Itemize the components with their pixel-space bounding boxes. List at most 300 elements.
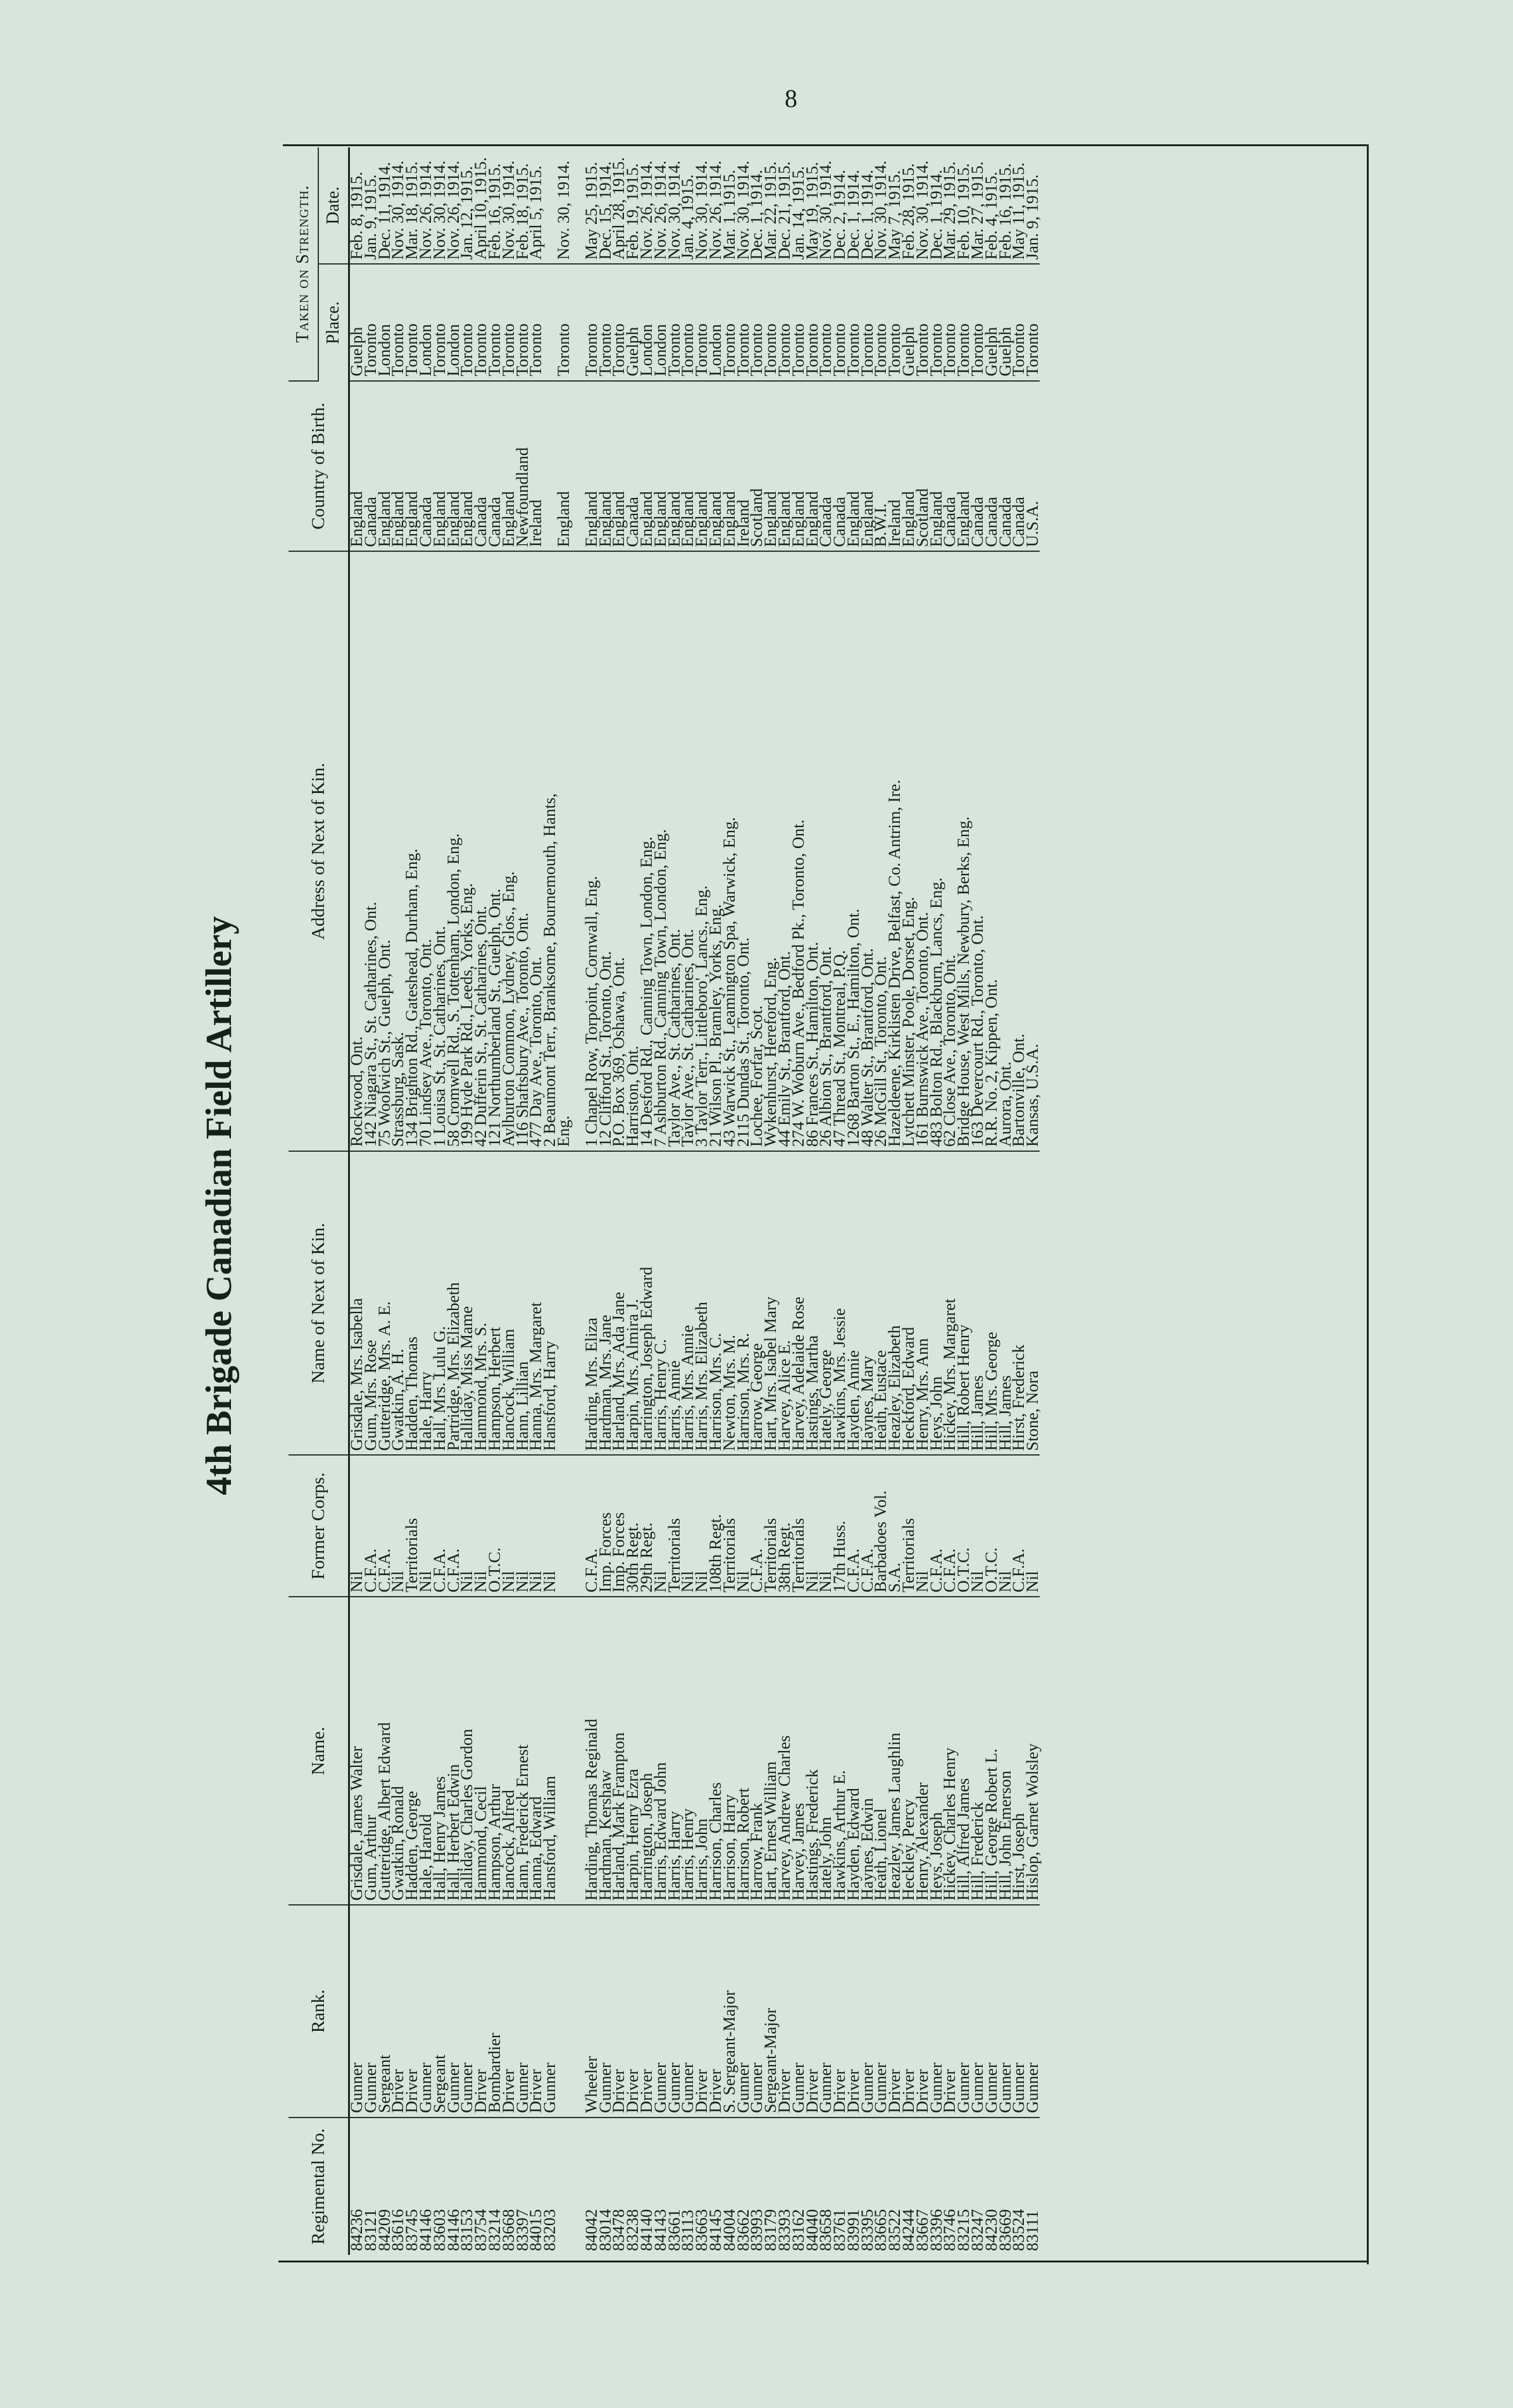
cell-rank: Driver: [847, 1905, 861, 2118]
cell-kin-name: Heys, John: [930, 1151, 943, 1455]
cell-kin-address: 12 Clifford St., Toronto, Ont.: [599, 551, 613, 1151]
cell-name: Hislop, Garnet Wolsley: [1026, 1597, 1040, 1905]
cell-rank: Gunner: [792, 1905, 806, 2118]
table-row: [640, 147, 654, 2255]
cell-place: Toronto: [474, 264, 488, 380]
cell-country: Canada: [819, 381, 833, 552]
cell-rank: Driver: [612, 1905, 626, 2118]
cell-kin-name: Harrison, Mrs. C.: [709, 1151, 723, 1455]
header-kin-address: Address of Next of Kin.: [289, 551, 349, 1151]
cell-kin-name: Haynes, Mary: [861, 1151, 875, 1455]
cell-former-corps: C.F.A.: [1012, 1455, 1026, 1597]
cell-date: Jan. 9, 1915.: [1026, 147, 1040, 264]
cell-place: Toronto: [364, 264, 378, 380]
cell-kin-name: Hayden, Annie: [847, 1151, 861, 1455]
cell-former-corps: Imp. Forces: [612, 1455, 626, 1597]
cell-rank: Gunner: [668, 1905, 682, 2118]
cell-country: England: [599, 381, 613, 552]
cell-kin-name: Hanna, Mrs. Margaret: [529, 1151, 543, 1455]
cell-regimental-no: 83121: [360, 2209, 380, 2251]
cell-date: Nov. 30, 1914.: [557, 147, 571, 264]
cell-place: Toronto: [833, 264, 847, 380]
cell-name: Hann, Frederick Ernest: [516, 1597, 530, 1905]
cell-former-corps: Imp. Forces: [599, 1455, 613, 1597]
cell-place: Toronto: [847, 264, 861, 380]
cell-date: Dec. 15, 1914.: [599, 147, 613, 264]
cell-country: Canada: [999, 381, 1012, 552]
cell-kin-name: Harris, Henry C.: [654, 1151, 668, 1455]
cell-kin-address: 274 W. Woburn Ave., Bedford Pk., Toronto, Ont.: [792, 551, 806, 1151]
cell-country: Scotland: [750, 381, 764, 552]
cell-kin-name: Harding, Mrs. Eliza: [585, 1151, 599, 1455]
cell-place: Guelph: [626, 264, 640, 380]
cell-regimental-no: 84145: [705, 2209, 725, 2251]
cell-kin-address: 163 Devercourt Rd., Toronto, Ont.: [971, 551, 985, 1151]
cell-name: Hart, Ernest William: [764, 1597, 778, 1905]
cell-kin-name: Hirst, Frederick: [1012, 1151, 1026, 1455]
cell-rank: Gunner: [985, 1905, 999, 2118]
cell-kin-name: Harrow, George: [750, 1151, 764, 1455]
cell-kin-name: Harris, Mrs. Annie: [681, 1151, 695, 1455]
cell-kin-name: Harland, Mrs. Ada Jane: [612, 1151, 626, 1455]
table-row: [1012, 147, 1026, 2255]
cell-place: Guelph: [349, 264, 364, 380]
cell-rank: Driver: [626, 1905, 640, 2118]
cell-place: Toronto: [819, 264, 833, 380]
cell-rank: Gunner: [861, 1905, 875, 2118]
cell-name: Harrow, Frank: [750, 1597, 764, 1905]
cell-place: London: [447, 264, 461, 380]
cell-date: Nov. 30, 1914.: [433, 147, 447, 264]
cell-name: Gwatkin, Ronald: [391, 1597, 405, 1905]
cell-regimental-no: 83665: [871, 2209, 890, 2251]
cell-date: Jan. 12, 1915.: [460, 147, 474, 264]
cell-name: Hill, John Emerson: [999, 1597, 1012, 1905]
cell-regimental-no: 84040: [802, 2209, 821, 2251]
cell-rank: Driver: [640, 1905, 654, 2118]
table-row: [874, 147, 888, 2255]
cell-former-corps: Territorials: [764, 1455, 778, 1597]
cell-kin-address: 2115 Dundas St., Toronto, Ont.: [737, 551, 750, 1151]
cell-kin-name: Henry, Mrs. Ann: [916, 1151, 930, 1455]
cell-regimental-no: 83616: [388, 2209, 408, 2251]
table-row: [750, 147, 764, 2255]
cell-country: B.W.I.: [874, 381, 888, 552]
table-row: [391, 147, 405, 2255]
table-row: [792, 147, 806, 2255]
table-row: [888, 147, 902, 2255]
cell-kin-name: Halliday, Miss Mame: [460, 1151, 474, 1455]
cell-name: Gutteridge, Albert Edward: [378, 1597, 392, 1905]
cell-regimental-no: 83524: [1009, 2209, 1028, 2251]
cell-kin-name: Harris, Mrs. Elizabeth: [695, 1151, 709, 1455]
cell-name: Hill, Frederick: [971, 1597, 985, 1905]
cell-rank: Driver: [778, 1905, 792, 2118]
cell-former-corps: O.T.C.: [957, 1455, 971, 1597]
cell-former-corps: 108th Regt.: [709, 1455, 723, 1597]
cell-place: London: [654, 264, 668, 380]
cell-kin-address: 121 Northumberland St., Guelph, Ont.: [488, 551, 502, 1151]
cell-name: Hirst, Joseph: [1012, 1597, 1026, 1905]
cell-rank: Driver: [474, 1905, 488, 2118]
cell-rank: Gunner: [599, 1905, 613, 2118]
cell-rank: Sergeant: [433, 1905, 447, 2118]
cell-country: Canada: [488, 381, 502, 552]
cell-date: Feb. 16, 1915.: [999, 147, 1012, 264]
cell-place: Toronto: [806, 264, 819, 380]
cell-rank: Gunner: [1012, 1905, 1026, 2118]
cell-kin-address: 70 Lindsey Ave., Toronto, Ont.: [419, 551, 433, 1151]
cell-rank: Gunner: [999, 1905, 1012, 2118]
cell-kin-name: Hart, Mrs. Isabel Mary: [764, 1151, 778, 1455]
cell-kin-name: Hall, Mrs. Lulu G.: [433, 1151, 447, 1455]
cell-regimental-no: 84042: [581, 2209, 601, 2251]
cell-name: Heath, Lionel: [874, 1597, 888, 1905]
cell-rank: Gunner: [819, 1905, 833, 2118]
cell-date: Mar. 27, 1915.: [971, 147, 985, 264]
cell-former-corps: Nil: [349, 1455, 364, 1597]
cell-place: Guelph: [985, 264, 999, 380]
cell-name: Hadden, George: [405, 1597, 419, 1905]
cell-kin-address: 1 Chapel Row, Torpoint, Cornwall, Eng.: [585, 551, 599, 1151]
cell-date: Nov. 30, 1914.: [502, 147, 516, 264]
cell-kin-address: Rockwood, Ont.: [349, 551, 364, 1151]
cell-name: Harding, Thomas Reginald: [585, 1597, 599, 1905]
cell-regimental-no: 84146: [443, 2209, 463, 2251]
cell-regimental-no: 84230: [981, 2209, 1000, 2251]
cell-place: Toronto: [888, 264, 902, 380]
cell-kin-address: 477 Day Ave., Toronto, Ont.: [529, 551, 543, 1151]
cell-former-corps: Territorials: [723, 1455, 737, 1597]
cell-former-corps: Nil: [737, 1455, 750, 1597]
cell-kin-address: 14 Desford Rd., Canning Town, London, Eng.: [640, 551, 654, 1151]
cell-place: Toronto: [1012, 264, 1026, 380]
cell-former-corps: Nil: [971, 1455, 985, 1597]
cell-country: England: [668, 381, 682, 552]
cell-former-corps: Nil: [419, 1455, 433, 1597]
cell-date: Nov. 30, 1914.: [916, 147, 930, 264]
cell-regimental-no: 83396: [926, 2209, 945, 2251]
cell-kin-address: 26 Albion St., Brantford, Ont.: [819, 551, 833, 1151]
cell-regimental-no: 83761: [830, 2209, 849, 2251]
cell-former-corps: Barbadoes Vol.: [874, 1455, 888, 1597]
cell-regimental-no: 84140: [636, 2209, 656, 2251]
cell-place: Toronto: [916, 264, 930, 380]
cell-rank: Gunner: [874, 1905, 888, 2118]
cell-kin-name: Hadden, Thomas: [405, 1151, 419, 1455]
page-number: 8: [785, 84, 797, 113]
table-row: [654, 147, 668, 2255]
cell-name: Hill, George Robert L.: [985, 1597, 999, 1905]
cell-kin-address: Eng.: [557, 551, 571, 1151]
cell-former-corps: Nil: [999, 1455, 1012, 1597]
cell-country: Canada: [364, 381, 378, 552]
cell-kin-name: Hill, James: [999, 1151, 1012, 1455]
cell-name: Hawkins, Arthur E.: [833, 1597, 847, 1905]
cell-kin-address: 62 Close Ave., Toronto, Ont.: [943, 551, 957, 1151]
cell-name: Hastings, Frederick: [806, 1597, 819, 1905]
cell-country: England: [723, 381, 737, 552]
cell-country: England: [557, 381, 571, 552]
cell-place: Toronto: [957, 264, 971, 380]
cell-kin-address: 48 Walter St., Brantford, Ont.: [861, 551, 875, 1151]
table-row: [626, 147, 640, 2255]
header-country: Country of Birth.: [289, 381, 349, 552]
cell-place: Toronto: [943, 264, 957, 380]
cell-kin-address: 142 Niagara St., St. Catharines, Ont.: [364, 551, 378, 1151]
cell-name: Hanna, Edward: [529, 1597, 543, 1905]
cell-place: London: [378, 264, 392, 380]
cell-place: Toronto: [792, 264, 806, 380]
cell-date: April 10, 1915.: [474, 147, 488, 264]
cell-country: Canada: [943, 381, 957, 552]
cell-country: England: [460, 381, 474, 552]
table-row: [488, 147, 502, 2255]
cell-regimental-no: 83179: [761, 2209, 780, 2251]
cell-former-corps: C.F.A.: [847, 1455, 861, 1597]
cell-kin-name: Hancock, William: [502, 1151, 516, 1455]
cell-regimental-no: 83111: [1023, 2210, 1042, 2251]
cell-country: England: [612, 381, 626, 552]
cell-former-corps: 29th Regt.: [640, 1455, 654, 1597]
cell-name: Haynes, Edwin: [861, 1597, 875, 1905]
cell-name: Hale, Harold: [419, 1597, 433, 1905]
cell-regimental-no: 83014: [595, 2209, 614, 2251]
cell-kin-address: P.O. Box 369, Oshawa, Ont.: [612, 551, 626, 1151]
cell-place: Toronto: [529, 264, 543, 380]
cell-former-corps: Nil: [695, 1455, 709, 1597]
cell-rank: Gunner: [364, 1905, 378, 2118]
cell-name: Harpin, Henry Ezra: [626, 1597, 640, 1905]
cell-regimental-no: 83113: [678, 2209, 697, 2251]
cell-regimental-no: 83215: [954, 2209, 973, 2251]
cell-date: Jan. 4, 1915.: [681, 147, 695, 264]
cell-kin-address: 116 Shaftsbury Ave., Toronto, Ont.: [516, 551, 530, 1151]
cell-date: Jan. 9, 1915.: [364, 147, 378, 264]
cell-former-corps: Nil: [474, 1455, 488, 1597]
cell-rank: Driver: [902, 1905, 916, 2118]
cell-name: [557, 1597, 571, 1905]
cell-rank: Gunner: [737, 1905, 750, 2118]
cell-kin-address: Taylor Ave., St. Catharines, Ont.: [668, 551, 682, 1151]
cell-date: Nov. 26, 1914.: [709, 147, 723, 264]
cell-former-corps: Territorials: [902, 1455, 916, 1597]
cell-kin-address: 134 Brighton Rd., Gateshead, Durham, Eng.: [405, 551, 419, 1151]
cell-regimental-no: 83668: [498, 2209, 518, 2251]
cell-rank: Driver: [888, 1905, 902, 2118]
cell-kin-address: Taylor Ave., St. Catharines, Ont.: [681, 551, 695, 1151]
cell-country: England: [502, 381, 516, 552]
header-regimental-no: Regimental No.: [289, 2118, 349, 2255]
table-row: [764, 147, 778, 2255]
cell-kin-name: [557, 1151, 571, 1455]
cell-country: Canada: [985, 381, 999, 552]
cell-regimental-no: 84143: [650, 2209, 669, 2251]
table-row: [433, 147, 447, 2255]
cell-kin-address: Bridge House, West Mills, Newbury, Berks, Eng.: [957, 551, 971, 1151]
cell-name: Harrison, Charles: [709, 1597, 723, 1905]
cell-kin-name: Heath, Eustace: [874, 1151, 888, 1455]
cell-name: Halliday, Charles Gordon: [460, 1597, 474, 1905]
cell-kin-address: 2 Beaumont Terr., Branksome, Bournemouth, Hants,: [543, 551, 557, 1151]
table-row: [599, 147, 613, 2255]
cell-country: Canada: [833, 381, 847, 552]
cell-name: Harrison, Harry: [723, 1597, 737, 1905]
cell-name: Hammond, Cecil: [474, 1597, 488, 1905]
cell-place: London: [419, 264, 433, 380]
cell-kin-address: 161 Burnswick Ave., Toronto, Ont.: [916, 551, 930, 1151]
cell-place: London: [640, 264, 654, 380]
cell-rank: S. Sergeant-Major: [723, 1905, 737, 2118]
cell-regimental-no: 83203: [540, 2209, 559, 2251]
header-kin-name: Name of Next of Kin.: [289, 1151, 349, 1455]
table-row: [847, 147, 861, 2255]
table-row: [1026, 147, 1040, 2255]
cell-kin-name: Gum, Mrs. Rose: [364, 1151, 378, 1455]
cell-former-corps: O.T.C.: [985, 1455, 999, 1597]
cell-date: May 11, 1915.: [1012, 147, 1026, 264]
cell-place: Guelph: [999, 264, 1012, 380]
cell-regimental-no: 83238: [623, 2209, 642, 2251]
cell-kin-name: Hickey, Mrs. Margaret: [943, 1151, 957, 1455]
cell-kin-address: Aylburton Common, Lydney, Glos., Eng.: [502, 551, 516, 1151]
header-place: Place.: [318, 264, 349, 380]
cell-place: Toronto: [612, 264, 626, 380]
cell-name: Heazley, James Laughlin: [888, 1597, 902, 1905]
cell-regimental-no: 83153: [457, 2209, 476, 2251]
cell-date: Dec. 11, 1914.: [378, 147, 392, 264]
cell-kin-address: 75 Woolwich St., Guelph, Ont.: [378, 551, 392, 1151]
cell-kin-name: Harrington, Joseph Edward: [640, 1151, 654, 1455]
cell-rank: Gunner: [971, 1905, 985, 2118]
cell-regimental-no: 83991: [843, 2209, 862, 2251]
table-row: [529, 147, 543, 2255]
cell-rank: Sergeant: [378, 1905, 392, 2118]
cell-country: England: [433, 381, 447, 552]
cell-country: U.S.A.: [1026, 381, 1040, 552]
table-row: [902, 147, 916, 2255]
cell-country: England: [349, 381, 364, 552]
cell-regimental-no: 84236: [347, 2209, 366, 2251]
cell-date: Nov. 26, 1914.: [640, 147, 654, 264]
cell-kin-address: 21 Wilson Pl., Bramley, Yorks, Eng.: [709, 551, 723, 1151]
cell-regimental-no: 83395: [857, 2209, 876, 2251]
table-row: [971, 147, 985, 2255]
table-row: [364, 147, 378, 2255]
cell-kin-address: R.R. No. 2, Kippen, Ont.: [985, 551, 999, 1151]
cell-date: April 28, 1915.: [612, 147, 626, 264]
cell-name: Gum, Arthur: [364, 1597, 378, 1905]
cell-place: Toronto: [861, 264, 875, 380]
cell-name: Hately, John: [819, 1597, 833, 1905]
cell-place: Toronto: [723, 264, 737, 380]
cell-regimental-no: 84015: [526, 2209, 545, 2251]
cell-place: Toronto: [599, 264, 613, 380]
cell-date: Feb. 18, 1915.: [516, 147, 530, 264]
cell-kin-address: 43 Warwick St., Leamington Spa, Warwick, Eng.: [723, 551, 737, 1151]
cell-former-corps: Nil: [543, 1455, 557, 1597]
cell-place: Toronto: [681, 264, 695, 380]
cell-former-corps: C.F.A.: [585, 1455, 599, 1597]
cell-rank: Sergeant-Major: [764, 1905, 778, 2118]
cell-date: Dec. 1, 1914.: [847, 147, 861, 264]
cell-kin-name: Heazley, Elizabeth: [888, 1151, 902, 1455]
cell-date: Feb. 10, 1915.: [957, 147, 971, 264]
cell-kin-name: Harris, Annie: [668, 1151, 682, 1455]
cell-regimental-no: 83478: [609, 2209, 628, 2251]
row-gap: [571, 147, 585, 2255]
cell-name: Hill, Alfred James: [957, 1597, 971, 1905]
cell-kin-address: 42 Dufferin St., St. Catharines, Ont.: [474, 551, 488, 1151]
cell-regimental-no: 84209: [374, 2209, 394, 2251]
cell-former-corps: C.F.A.: [930, 1455, 943, 1597]
cell-kin-name: Hale, Harry: [419, 1151, 433, 1455]
cell-country: Ireland: [529, 381, 543, 552]
table-row: [447, 147, 461, 2255]
table-row: [723, 147, 737, 2255]
cell-name: Hardman, Kershaw: [599, 1597, 613, 1905]
table-row: [349, 147, 364, 2255]
cell-former-corps: Nil: [681, 1455, 695, 1597]
cell-regimental-no: 83393: [774, 2209, 794, 2251]
cell-place: Toronto: [585, 264, 599, 380]
cell-country: Scotland: [916, 381, 930, 552]
cell-name: Harris, Henry: [681, 1597, 695, 1905]
table-row: [916, 147, 930, 2255]
cell-country: England: [902, 381, 916, 552]
cell-regimental-no: 83669: [995, 2209, 1014, 2251]
cell-rank: Gunner: [447, 1905, 461, 2118]
cell-former-corps: Nil: [654, 1455, 668, 1597]
cell-country: Canada: [1012, 381, 1026, 552]
cell-name: Hayden, Edward: [847, 1597, 861, 1905]
table-row: [668, 147, 682, 2255]
cell-date: Nov. 26, 1914.: [447, 147, 461, 264]
cell-former-corps: Nil: [516, 1455, 530, 1597]
header-rank: Rank.: [289, 1905, 349, 2118]
header-name: Name.: [289, 1597, 349, 1905]
cell-rank: Bombardier: [488, 1905, 502, 2118]
cell-former-corps: Nil: [460, 1455, 474, 1597]
cell-regimental-no: 83603: [429, 2209, 449, 2251]
cell-kin-name: Gwatkin, A. H.: [391, 1151, 405, 1455]
header-former-corps: Former Corps.: [289, 1455, 349, 1597]
cell-rank: Driver: [709, 1905, 723, 2118]
cell-regimental-no: 83746: [940, 2209, 959, 2251]
cell-rank: Driver: [405, 1905, 419, 2118]
rotated-roster-table: [289, 147, 1371, 2255]
cell-place: Guelph: [902, 264, 916, 380]
cell-rank: Gunner: [543, 1905, 557, 2118]
cell-kin-address: Hazeldeene, Kirklisten Drive, Belfast, Co. Antrim, Ire.: [888, 551, 902, 1151]
cell-regimental-no: 84146: [415, 2209, 435, 2251]
cell-former-corps: C.F.A.: [378, 1455, 392, 1597]
cell-country: England: [847, 381, 861, 552]
cell-rank: Driver: [695, 1905, 709, 2118]
cell-date: Nov. 30, 1914.: [695, 147, 709, 264]
cell-kin-name: Hampson, Herbert: [488, 1151, 502, 1455]
cell-name: Harris, John: [695, 1597, 709, 1905]
cell-place: Toronto: [668, 264, 682, 380]
cell-date: Nov. 30, 1914.: [737, 147, 750, 264]
cell-date: Feb. 28, 1915.: [902, 147, 916, 264]
cell-regimental-no: 83661: [664, 2209, 683, 2251]
cell-regimental-no: 83397: [512, 2209, 532, 2251]
cell-kin-name: Hann, Lillian: [516, 1151, 530, 1455]
cell-kin-address: Strassburg, Sask.: [391, 551, 405, 1151]
cell-kin-address: 199 Hyde Park Rd., Leeds, Yorks, Eng.: [460, 551, 474, 1151]
cell-regimental-no: 83247: [968, 2209, 987, 2251]
